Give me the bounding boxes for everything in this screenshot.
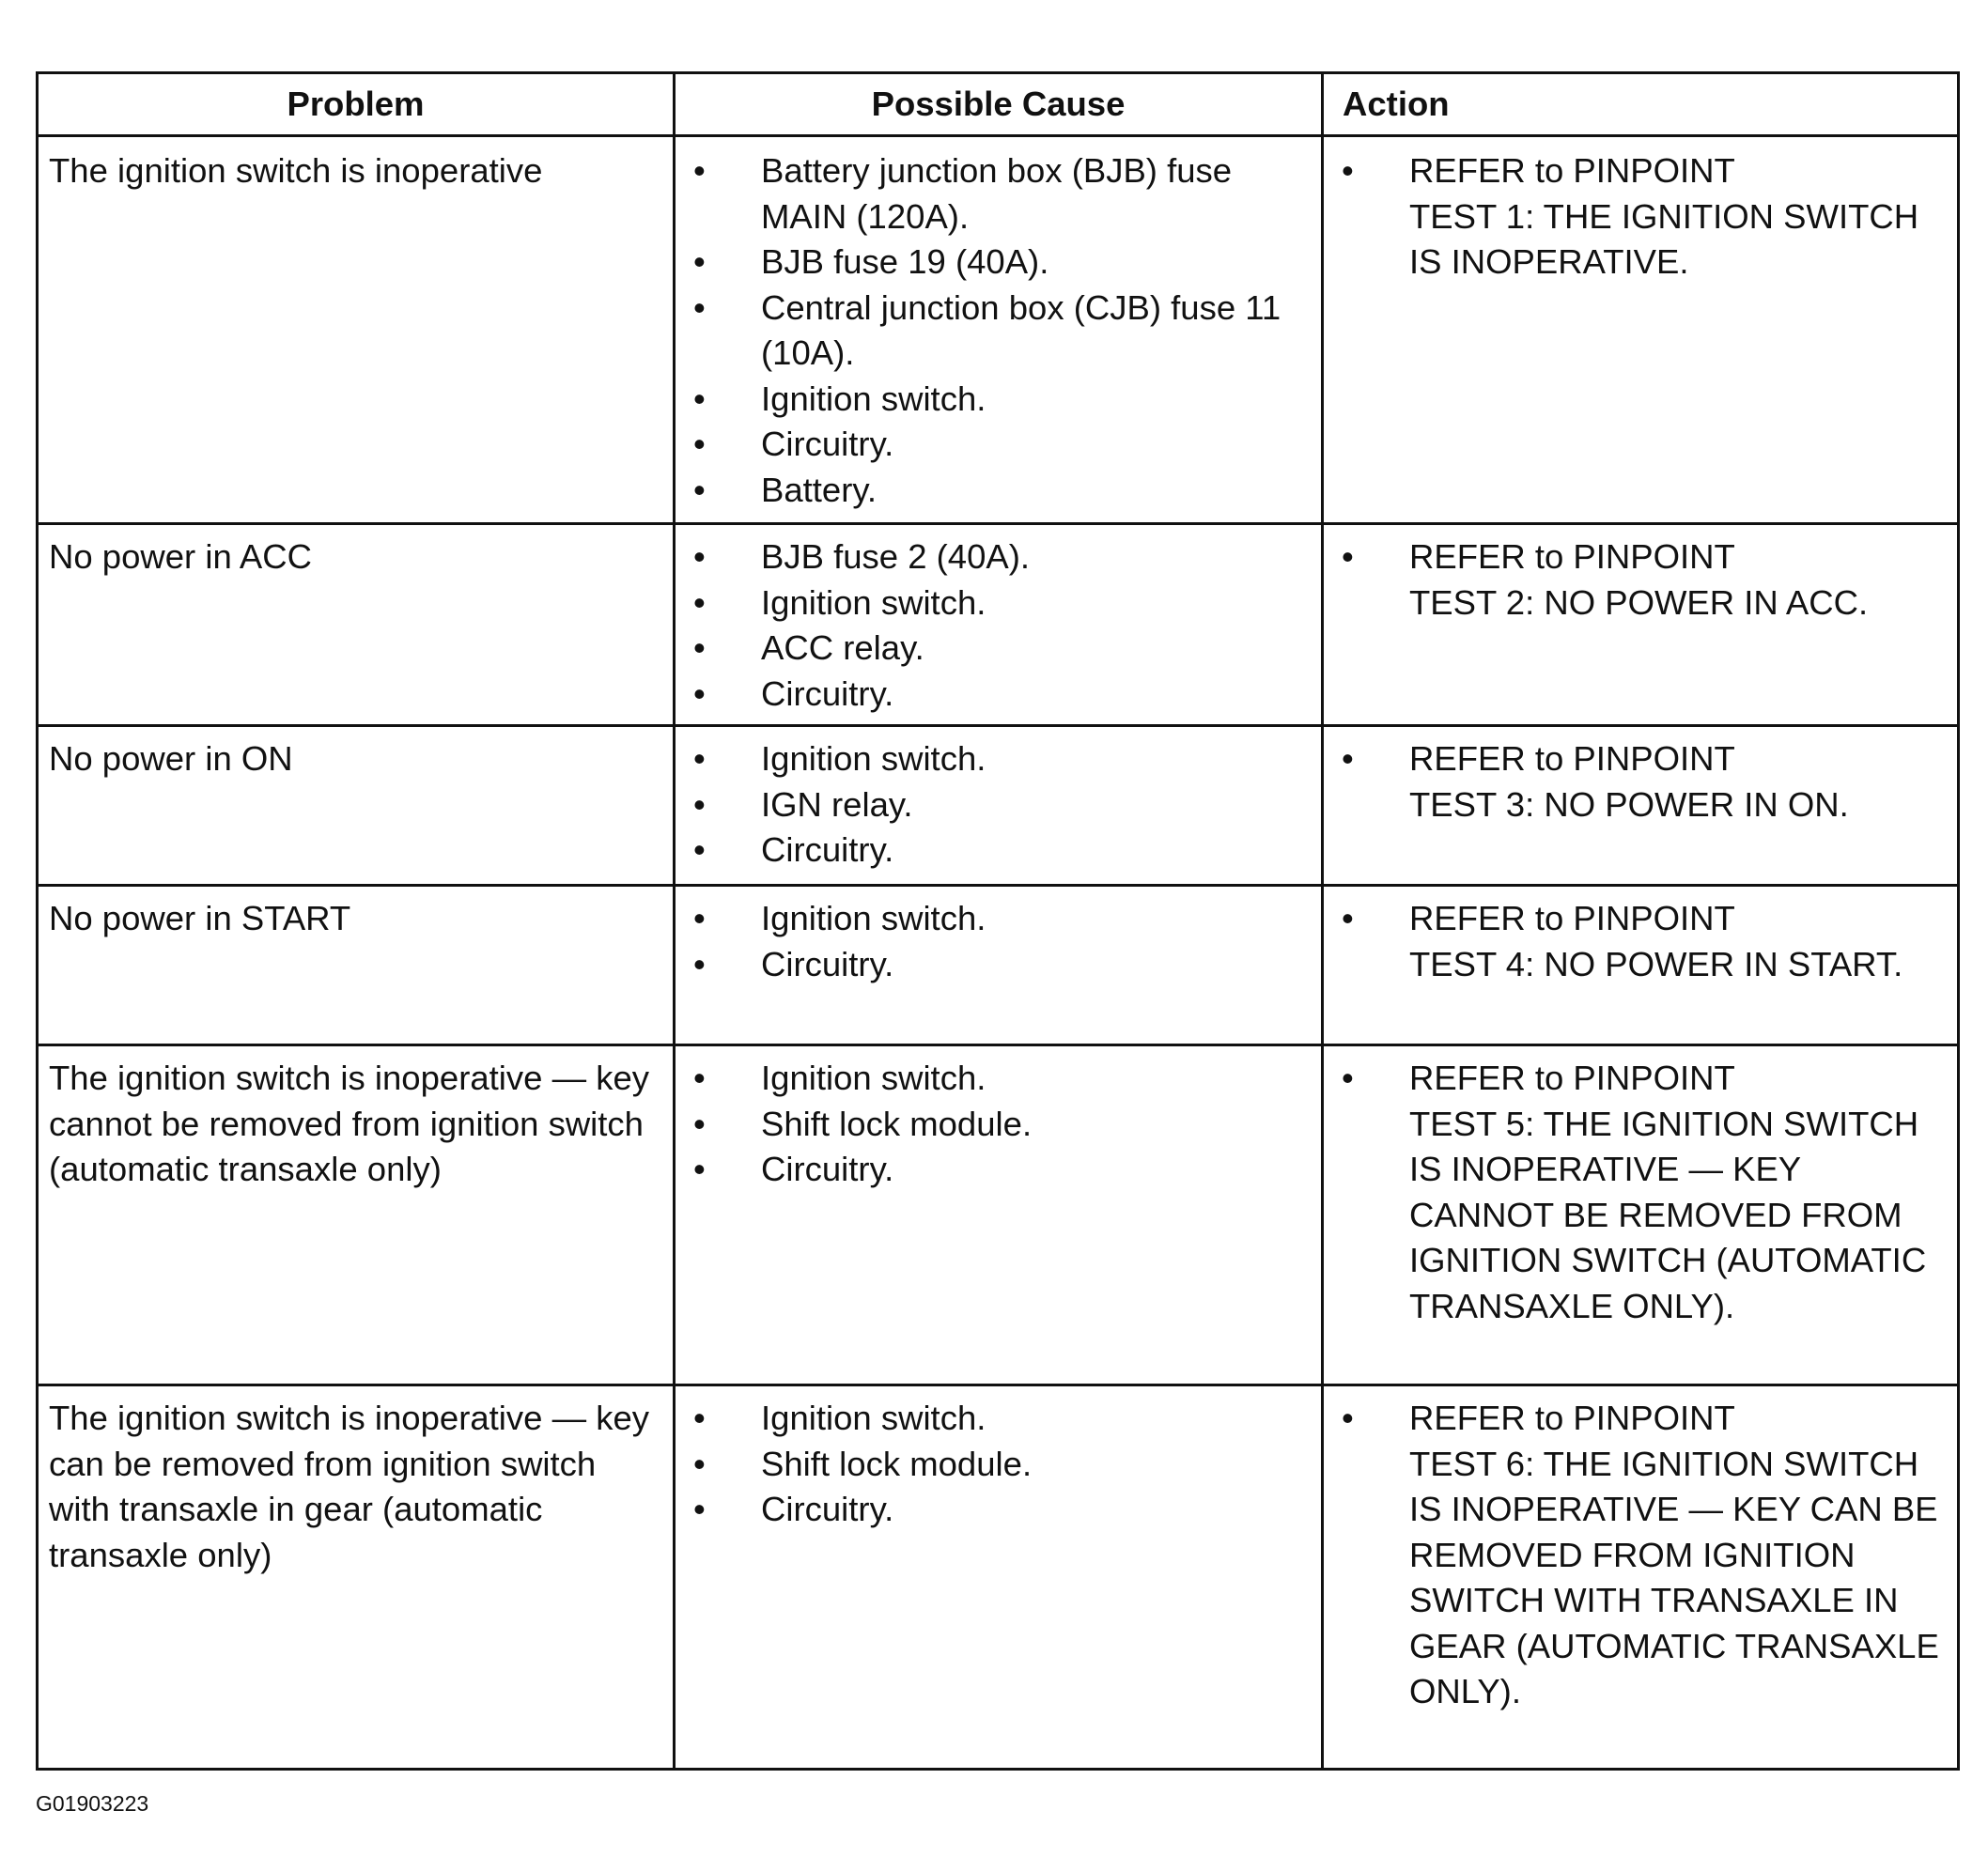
header-problem: Problem (38, 73, 675, 136)
possible-cause-cell (675, 524, 1323, 726)
bullet-icon: • (693, 1444, 706, 1483)
bullet-icon: • (693, 242, 706, 281)
action-list (1324, 148, 1948, 286)
header-action: Action (1323, 73, 1959, 136)
possible-cause-list (676, 148, 1312, 513)
cause-text: Battery junction box (BJB) fuse MAIN (120A). (761, 151, 1233, 236)
bullet-icon: • (693, 944, 706, 983)
problem-cell: The ignition switch is inoperative (38, 136, 675, 524)
action-list-item (1324, 896, 1948, 987)
action-list (1324, 736, 1948, 828)
action-cell (1323, 886, 1959, 1045)
cause-text: Ignition switch. (761, 379, 986, 418)
bullet-icon: • (693, 470, 706, 509)
cause-list-item (676, 1487, 1312, 1533)
problem-cell: The ignition switch is inoperative — key can be removed from ignition switch with transaxle in gear (automatic transaxle only) (38, 1385, 675, 1770)
cause-text: Shift lock module. (761, 1444, 1033, 1483)
cause-list-item (676, 828, 1312, 874)
bullet-icon: • (693, 582, 706, 622)
cause-list-item (676, 626, 1312, 672)
cause-text: Circuitry. (761, 830, 894, 869)
cause-text: Shift lock module. (761, 1104, 1033, 1143)
bullet-icon: • (693, 1104, 706, 1143)
action-text: REFER to PINPOINT TEST 5: THE IGNITION SWITCH IS INOPERATIVE — KEY CANNOT BE REMOVED FROM IGNITION SWITCH (AUTOMATIC TRANSAXLE ONLY). (1409, 1059, 1927, 1325)
cause-text: Ignition switch. (761, 739, 986, 778)
action-cell (1323, 726, 1959, 886)
action-cell (1323, 524, 1959, 726)
cause-list-item (676, 672, 1312, 718)
table-row (38, 1385, 1959, 1770)
action-list-item (1324, 1396, 1948, 1715)
possible-cause-cell (675, 136, 1323, 524)
possible-cause-list (676, 534, 1312, 717)
problem-cell: The ignition switch is inoperative — key cannot be removed from ignition switch (automatic transaxle only) (38, 1045, 675, 1385)
cause-list-item (676, 1102, 1312, 1148)
bullet-icon: • (1342, 1399, 1354, 1437)
header-possible-cause: Possible Cause (675, 73, 1323, 136)
bullet-icon: • (1342, 1059, 1354, 1097)
cause-list-item (676, 422, 1312, 468)
problem-cell: No power in START (38, 886, 675, 1045)
bullet-icon: • (693, 739, 706, 778)
bullet-icon: • (693, 537, 706, 576)
cause-text: Circuitry. (761, 1150, 894, 1188)
bullet-icon: • (693, 425, 706, 463)
bullet-icon: • (693, 673, 706, 713)
bullet-icon: • (1342, 899, 1354, 937)
cause-list-item (676, 1056, 1312, 1102)
bullet-icon: • (693, 784, 706, 824)
action-list (1324, 896, 1948, 987)
bullet-icon: • (693, 628, 706, 667)
bullet-icon: • (1342, 537, 1354, 576)
cause-list-item (676, 782, 1312, 828)
possible-cause-list (676, 1396, 1312, 1533)
cause-text: Central junction box (CJB) fuse 11 (10A). (761, 287, 1281, 372)
action-cell (1323, 136, 1959, 524)
cause-text: Ignition switch. (761, 899, 986, 937)
cause-text: BJB fuse 2 (40A). (761, 537, 1031, 576)
bullet-icon: • (1342, 739, 1354, 778)
action-cell (1323, 1045, 1959, 1385)
bullet-icon: • (693, 1059, 706, 1097)
cause-text: Circuitry. (761, 1490, 894, 1528)
table-body (38, 136, 1959, 1770)
cause-list-item (676, 942, 1312, 988)
table-row (38, 1045, 1959, 1385)
cause-list-item (676, 148, 1312, 240)
bullet-icon: • (693, 287, 706, 327)
action-text: REFER to PINPOINT TEST 4: NO POWER IN START. (1409, 899, 1903, 983)
cause-list-item (676, 1442, 1312, 1488)
bullet-icon: • (1342, 151, 1354, 190)
possible-cause-cell (675, 726, 1323, 886)
cause-text: Circuitry. (761, 944, 894, 983)
cause-text: ACC relay. (761, 628, 924, 667)
cause-list-item (676, 286, 1312, 377)
cause-text: Circuitry. (761, 425, 894, 463)
possible-cause-cell (675, 1385, 1323, 1770)
possible-cause-cell (675, 886, 1323, 1045)
action-list-item (1324, 148, 1948, 286)
table-row (38, 524, 1959, 726)
action-list (1324, 534, 1948, 626)
cause-list-item (676, 1147, 1312, 1193)
action-list-item (1324, 736, 1948, 828)
action-list (1324, 1396, 1948, 1715)
problem-cell: No power in ON (38, 726, 675, 886)
possible-cause-list (676, 896, 1312, 987)
bullet-icon: • (693, 1150, 706, 1188)
action-text: REFER to PINPOINT TEST 3: NO POWER IN ON. (1409, 739, 1849, 824)
cause-text: Ignition switch. (761, 582, 986, 622)
figure-id: G01903223 (36, 1791, 149, 1816)
cause-list-item (676, 468, 1312, 514)
action-text: REFER to PINPOINT TEST 1: THE IGNITION SWITCH IS INOPERATIVE. (1409, 151, 1919, 281)
cause-list-item (676, 736, 1312, 782)
action-list-item (1324, 1056, 1948, 1329)
diagnostic-table (36, 71, 1960, 1771)
possible-cause-cell (675, 1045, 1323, 1385)
bullet-icon: • (693, 151, 706, 190)
cause-list-item (676, 896, 1312, 942)
bullet-icon: • (693, 830, 706, 869)
bullet-icon: • (693, 1490, 706, 1528)
possible-cause-list (676, 736, 1312, 874)
action-cell (1323, 1385, 1959, 1770)
cause-list-item (676, 1396, 1312, 1442)
cause-text: BJB fuse 19 (40A). (761, 242, 1049, 281)
action-list (1324, 1056, 1948, 1329)
table-row (38, 886, 1959, 1045)
cause-list-item (676, 377, 1312, 423)
table-row (38, 136, 1959, 524)
cause-text: Circuitry. (761, 673, 894, 713)
problem-cell: No power in ACC (38, 524, 675, 726)
cause-text: Ignition switch. (761, 1059, 986, 1097)
header-row (38, 73, 1959, 136)
bullet-icon: • (693, 899, 706, 937)
cause-text: IGN relay. (761, 784, 913, 824)
cause-list-item (676, 240, 1312, 286)
table-row (38, 726, 1959, 886)
cause-text: Battery. (761, 470, 878, 509)
possible-cause-list (676, 1056, 1312, 1193)
bullet-icon: • (693, 379, 706, 418)
cause-list-item (676, 534, 1312, 580)
action-list-item (1324, 534, 1948, 626)
action-text: REFER to PINPOINT TEST 2: NO POWER IN ACC. (1409, 537, 1869, 622)
action-text: REFER to PINPOINT TEST 6: THE IGNITION SWITCH IS INOPERATIVE — KEY CAN BE REMOVED FROM IGNITION SWITCH WITH TRANSAXLE IN GEAR (AUTOMATIC TRANSAXLE ONLY). (1409, 1399, 1939, 1710)
cause-text: Ignition switch. (761, 1399, 986, 1437)
bullet-icon: • (693, 1399, 706, 1437)
cause-list-item (676, 580, 1312, 627)
